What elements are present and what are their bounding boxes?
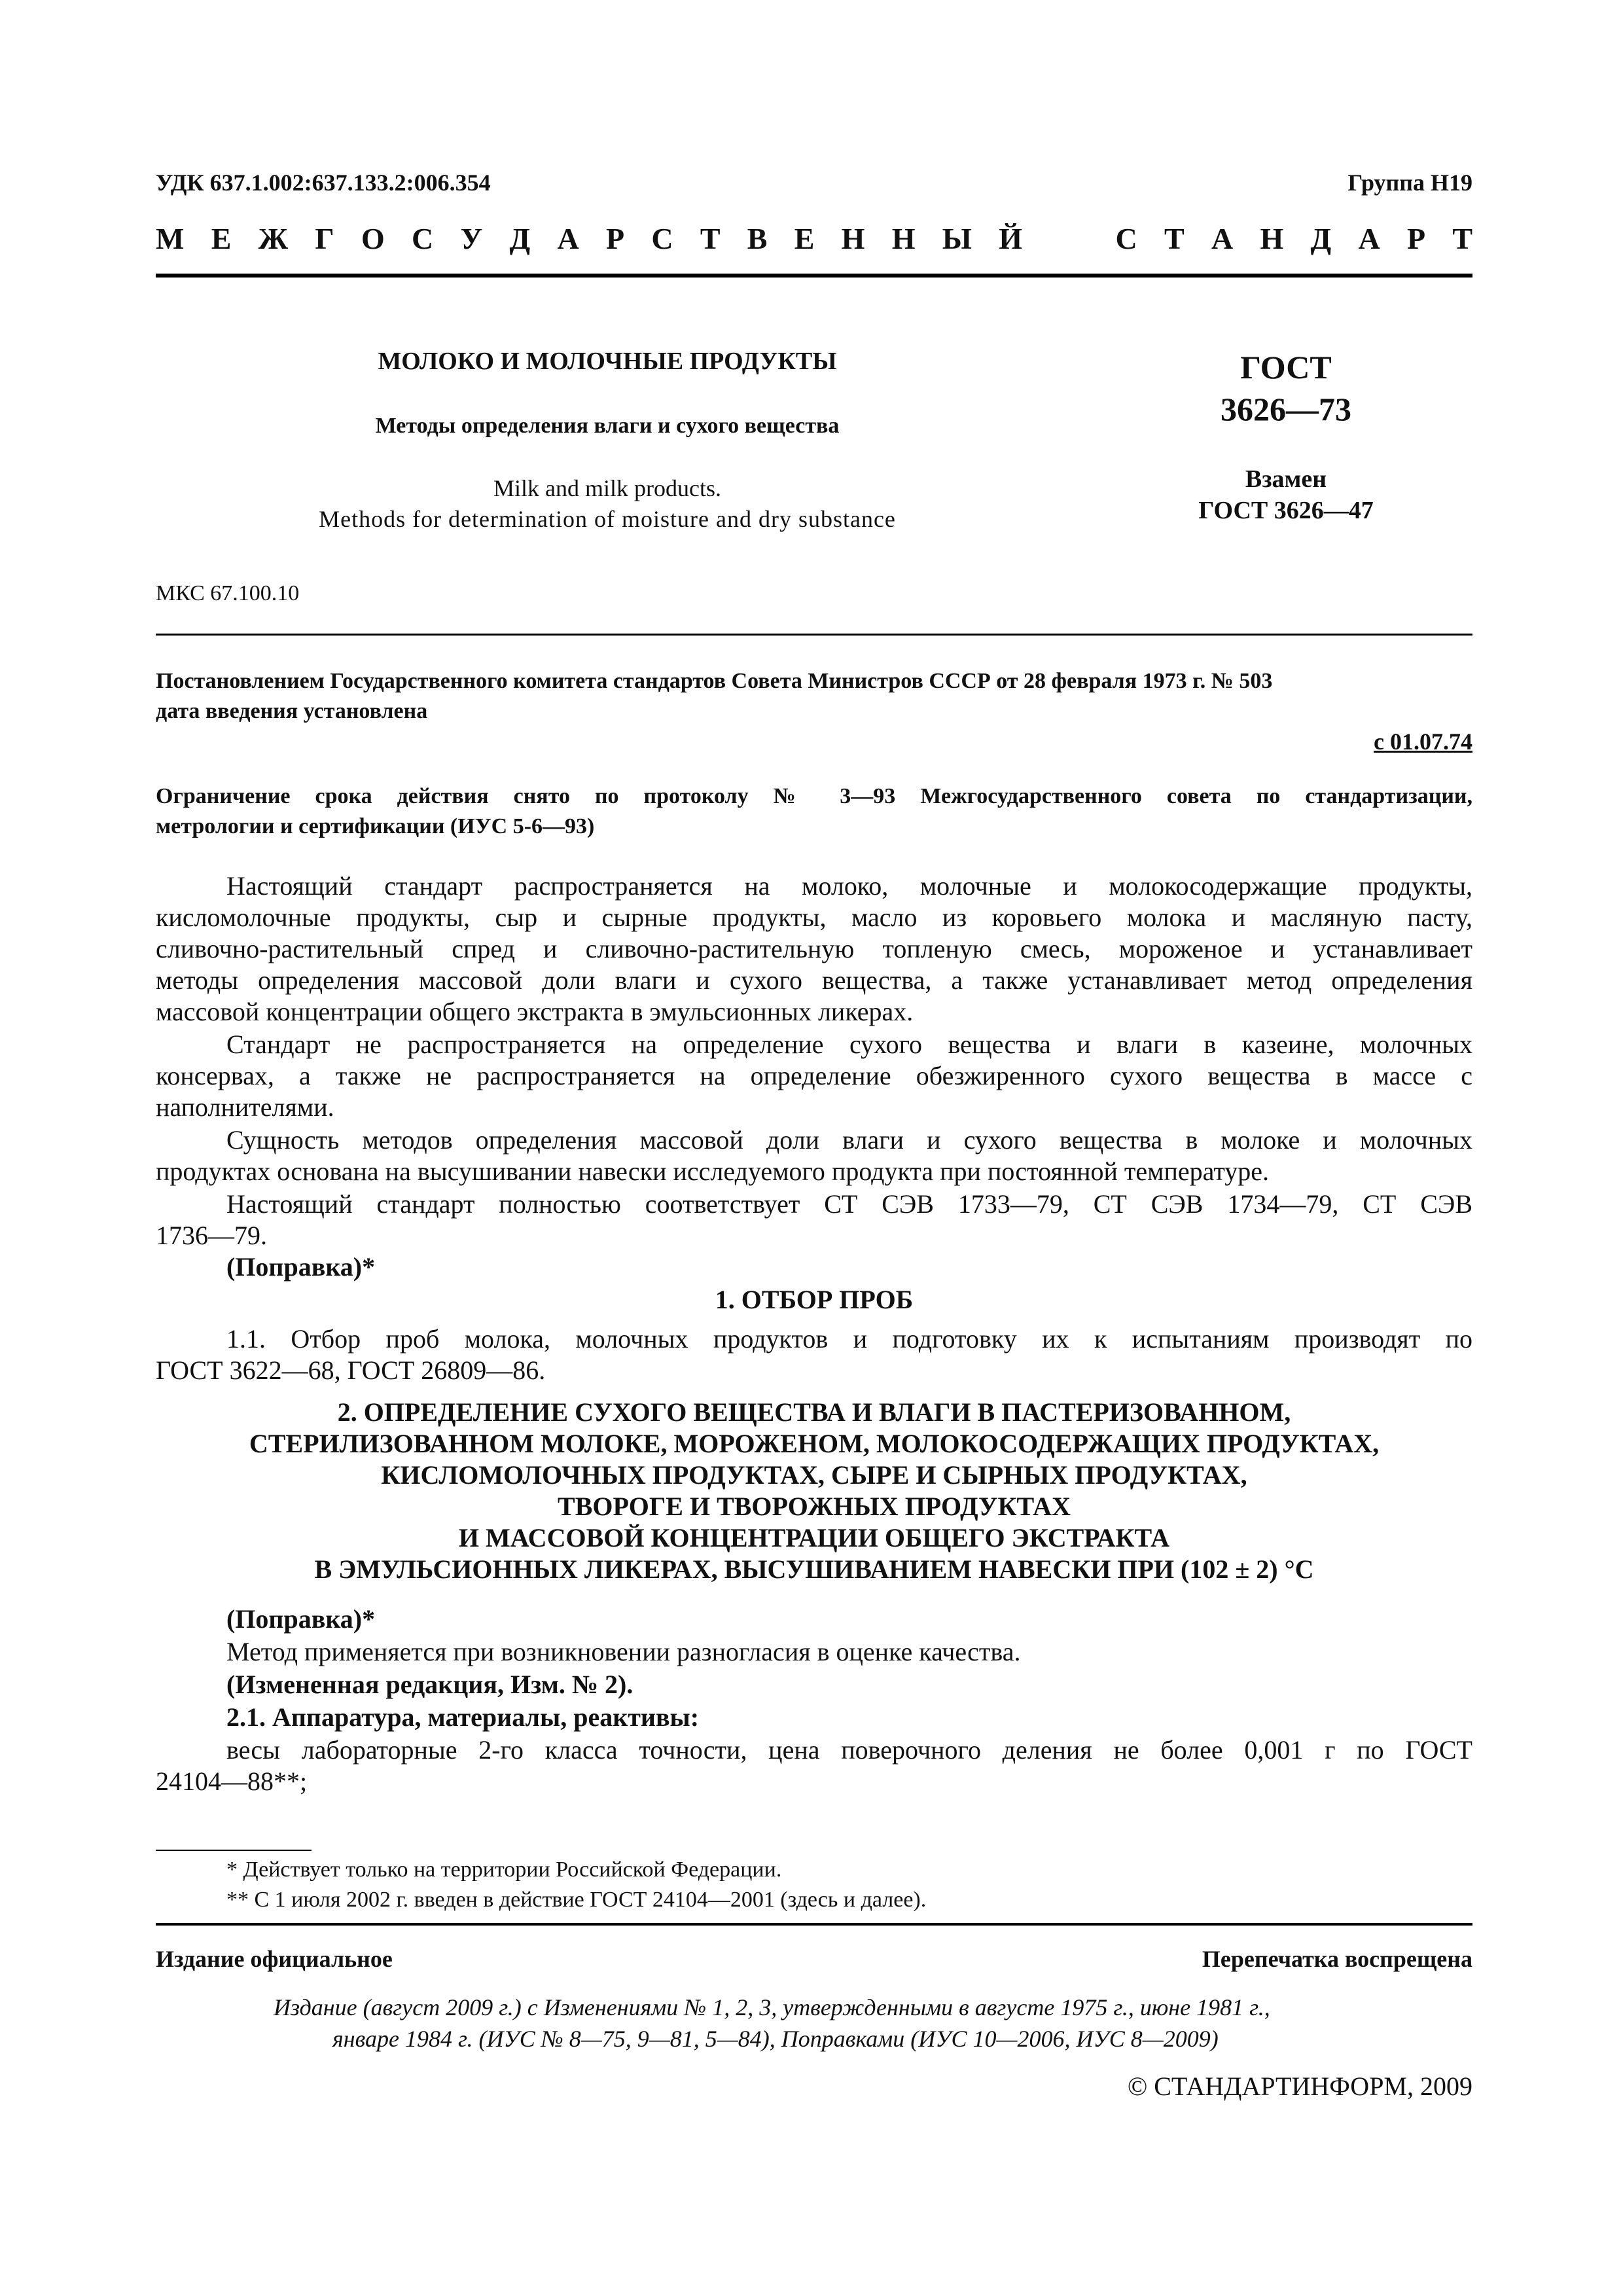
- banner-letter: Т: [700, 222, 721, 255]
- banner-letter: С: [1115, 222, 1137, 255]
- paragraph-line: 1736—79.: [156, 1221, 267, 1250]
- banner-letter: А: [557, 222, 579, 255]
- paragraph-line: продуктах основана на высушивании навески исследуемого продукта при постоянной температуре.: [156, 1157, 1270, 1186]
- paragraph-line: методы определения массовой доли влаги и сухого вещества, а также устанавливает метод определения: [156, 965, 1472, 995]
- method-note: Метод применяется при возникновении разногласия в оценке качества.: [226, 1637, 1021, 1666]
- copyright: © СТАНДАРТИНФОРМ, 2009: [1127, 2072, 1472, 2101]
- edition-note-line1: Издание (август 2009 г.) с Изменениями № 1, 2, 3, утвержденными в августе 1975 г., июне 1981 г.,: [274, 1994, 1270, 2020]
- banner-letter: Р: [1406, 222, 1426, 255]
- paragraph-line: Сущность методов определения массовой доли влаги и сухого вещества в молоке и молочных: [226, 1125, 1472, 1155]
- section-heading-2-line: ТВОРОГЕ И ТВОРОЖНЫХ ПРОДУКТАХ: [558, 1492, 1071, 1521]
- footer-rule: [156, 1923, 1472, 1926]
- edition-note-line2: январе 1984 г. (ИУС № 8—75, 9—81, 5—84), Поправками (ИУС 10—2006, ИУС 8—2009): [332, 2026, 1219, 2052]
- paragraph-line: Настоящий стандарт распространяется на молоко, молочные и молокосодержащие продукты,: [226, 871, 1472, 901]
- decree-line2: дата введения установлена: [156, 699, 428, 723]
- banner-letter: О: [361, 222, 385, 255]
- gost-number: 3626—73: [1221, 391, 1351, 427]
- section-heading-2-line: В ЭМУЛЬСИОННЫХ ЛИКЕРАХ, ВЫСУШИВАНИЕМ НАВЕСКИ ПРИ (102 ± 2) °С: [314, 1554, 1314, 1584]
- amendment-note: (Поправка)*: [226, 1252, 376, 1282]
- title-en-line1: Milk and milk products.: [493, 475, 721, 501]
- banner-letter: Н: [1260, 222, 1284, 255]
- section-heading-2-line: 2. ОПРЕДЕЛЕНИЕ СУХОГО ВЕЩЕСТВА И ВЛАГИ В ПАСТЕРИЗОВАННОМ,: [337, 1397, 1291, 1427]
- paragraph-line: кисломолочные продукты, сыр и сырные продукты, масло из коровьего молока и масляную пасту,: [156, 903, 1472, 932]
- paragraph-line: Настоящий стандарт полностью соответствует СТ СЭВ 1733—79, СТ СЭВ 1734—79, СТ СЭВ: [226, 1189, 1472, 1219]
- paragraph-line: консервах, а также не распространяется на определение обезжиренного сухого вещества в массе с: [156, 1061, 1472, 1090]
- banner-letter: Е: [211, 222, 232, 255]
- paragraph-line: массовой концентрации общего экстракта в эмульсионных ликерах.: [156, 997, 914, 1026]
- subsection-heading-2-1: 2.1. Аппаратура, материалы, реактивы:: [226, 1702, 700, 1732]
- decree-line1: Постановлением Государственного комитета стандартов Совета Министров СССР от 28 февраля 1973 г. № 503: [156, 669, 1273, 693]
- gost-label: ГОСТ: [1240, 349, 1332, 386]
- group-code: Группа Н19: [1347, 170, 1472, 196]
- changed-edition-note: (Измененная редакция, Изм. № 2).: [226, 1670, 633, 1699]
- title-ru: МОЛОКО И МОЛОЧНЫЕ ПРОДУКТЫ: [378, 348, 837, 375]
- section-heading-1: 1. ОТБОР ПРОБ: [715, 1285, 914, 1314]
- banner-letter: Й: [999, 222, 1022, 255]
- section-heading-2-line: И МАССОВОЙ КОНЦЕНТРАЦИИ ОБЩЕГО ЭКСТРАКТА: [458, 1523, 1170, 1552]
- banner-letter: Р: [605, 222, 625, 255]
- paragraph-line: 24104—88**;: [156, 1767, 308, 1796]
- replaced-standard: ГОСТ 3626—47: [1198, 497, 1374, 524]
- mks-code: МКС 67.100.10: [156, 581, 300, 605]
- subtitle-ru: Методы определения влаги и сухого вещества: [375, 414, 840, 438]
- banner-letter: [1049, 221, 1088, 256]
- banner-letter: М: [156, 222, 185, 255]
- banner-letter: У: [460, 222, 483, 255]
- reprint-prohibited-label: Перепечатка воспрещена: [1202, 1946, 1472, 1972]
- banner-letter: Н: [891, 222, 916, 255]
- banner-letter: Ы: [942, 222, 972, 255]
- paragraph-line: весы лабораторные 2-го класса точности, цена поверочного деления не более 0,001 г по ГОСТ: [226, 1735, 1472, 1765]
- footnote-1: * Действует только на территории Российской Федерации.: [226, 1857, 782, 1882]
- introduction-date: с 01.07.74: [1374, 728, 1472, 755]
- footnote-2: ** С 1 июля 2002 г. введен в действие ГОСТ 24104—2001 (здесь и далее).: [226, 1888, 927, 1912]
- banner-letter: А: [1211, 222, 1234, 255]
- banner-letter: Г: [315, 222, 334, 255]
- banner-letter: Д: [509, 222, 531, 255]
- banner-letter: А: [1358, 222, 1380, 255]
- paragraph-line: ГОСТ 3622—68, ГОСТ 26809—86.: [156, 1355, 546, 1385]
- title-rule: [156, 634, 1472, 636]
- banner-letter: Т: [1164, 222, 1185, 255]
- title-en-line2: Methods for determination of moisture and dry substance: [319, 506, 896, 532]
- header-rule: [156, 274, 1472, 278]
- footnote-rule: [156, 1850, 312, 1851]
- banner-letter: С: [651, 222, 673, 255]
- replace-label: Взамен: [1245, 465, 1327, 493]
- paragraph-line: наполнителями.: [156, 1092, 334, 1122]
- banner-letter: В: [747, 222, 768, 255]
- paragraph-line: Стандарт не распространяется на определение сухого вещества и влаги в казеине, молочных: [226, 1030, 1472, 1059]
- limitation-line1: Ограничение срока действия снято по протоколу № 3—93 Межгосударственного совета по стандартизации,: [156, 784, 1472, 808]
- banner-letter: Д: [1310, 222, 1332, 255]
- section-heading-2-line: КИСЛОМОЛОЧНЫХ ПРОДУКТАХ, СЫРЕ И СЫРНЫХ ПРОДУКТАХ,: [381, 1460, 1247, 1490]
- interstate-standard-banner: [156, 221, 1472, 256]
- limitation-line2: метрологии и сертификации (ИУС 5-6—93): [156, 814, 595, 838]
- banner-letter: Н: [841, 222, 865, 255]
- udk-code: УДК 637.1.002:637.133.2:006.354: [156, 170, 491, 196]
- paragraph-line: сливочно-растительный спред и сливочно-растительную топленую смесь, мороженое и устанавливает: [156, 934, 1472, 963]
- banner-letter: С: [411, 222, 434, 255]
- amendment-note: (Поправка)*: [226, 1604, 376, 1634]
- section-heading-2-line: СТЕРИЛИЗОВАННОМ МОЛОКЕ, МОРОЖЕНОМ, МОЛОКОСОДЕРЖАЩИХ ПРОДУКТАХ,: [249, 1429, 1380, 1458]
- banner-letter: Е: [794, 222, 815, 255]
- paragraph-line: 1.1. Отбор проб молока, молочных продуктов и подготовку их к испытаниям производят по: [226, 1324, 1472, 1354]
- banner-letter: Ж: [258, 222, 289, 255]
- official-edition-label: Издание официальное: [156, 1946, 393, 1972]
- banner-letter: Т: [1452, 222, 1472, 255]
